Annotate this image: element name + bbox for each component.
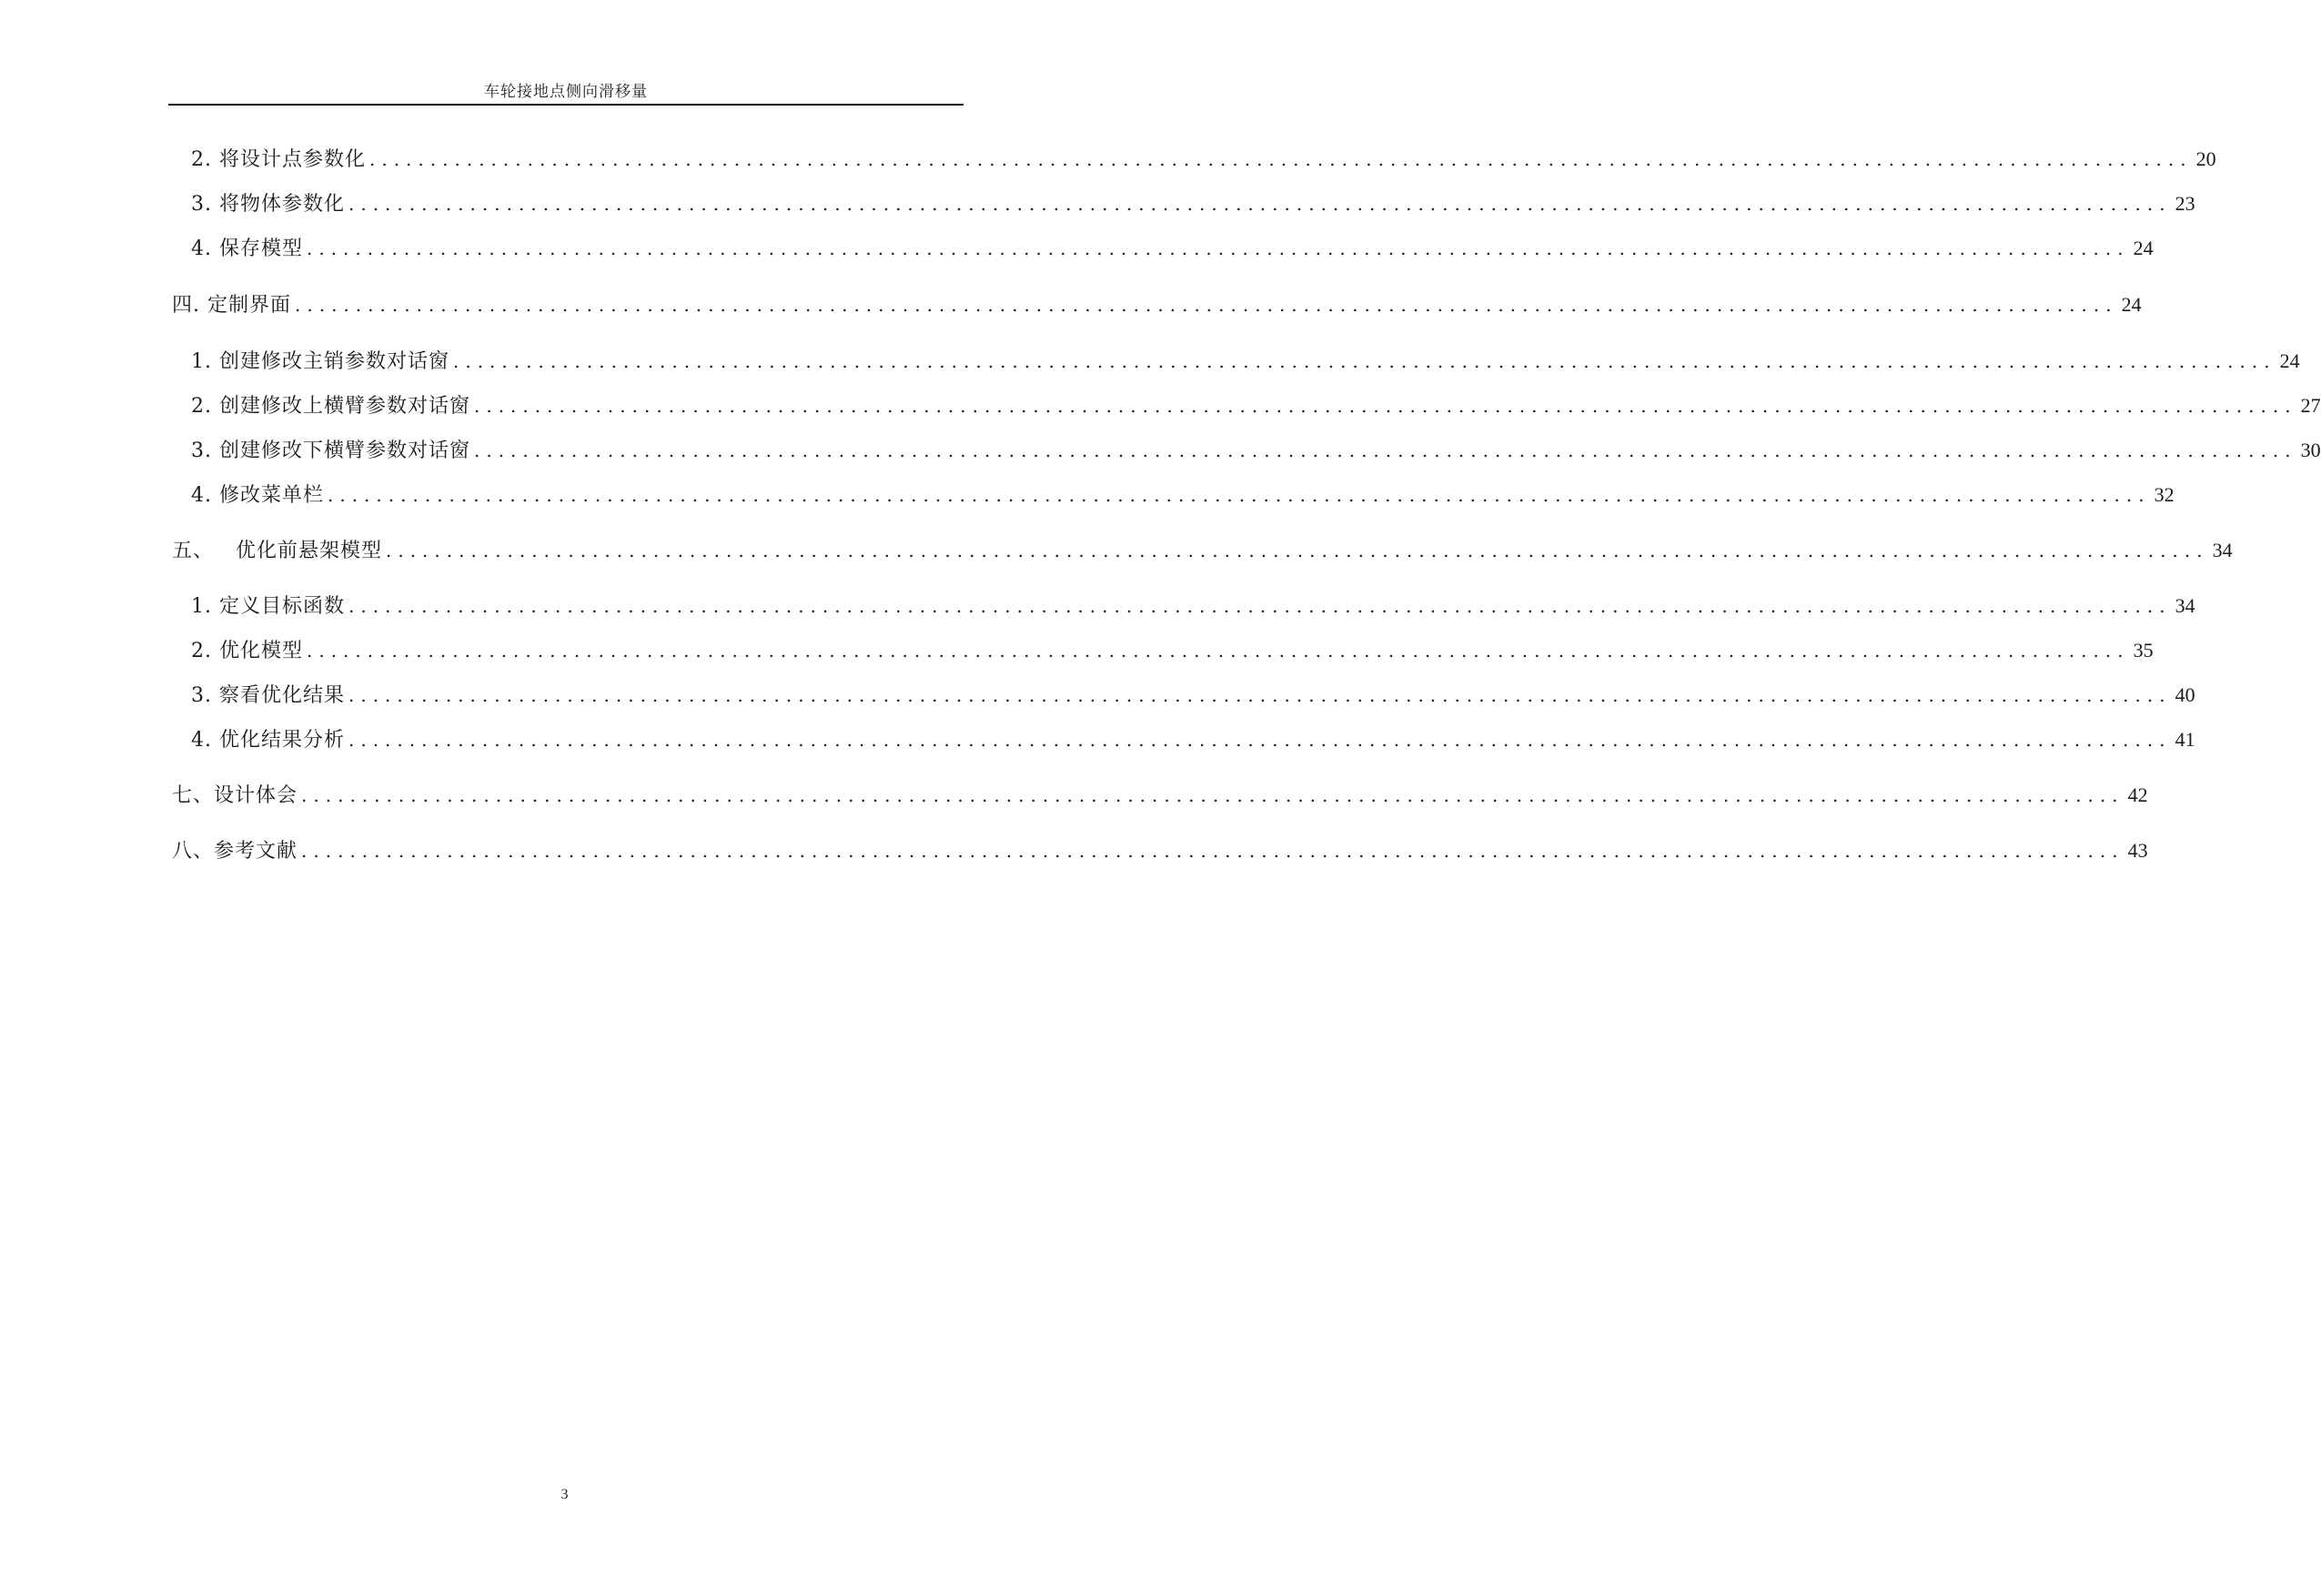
toc-dot-leader: ...................................................................................................................................................... (452, 350, 2276, 372)
toc-dot-leader: ...................................................................................................................................................... (301, 840, 2124, 862)
toc-dot-leader: ...................................................................................................................................................... (473, 439, 2297, 461)
toc-entry-label: 4. 修改菜单栏 (191, 484, 324, 507)
toc-entry-page: 32 (2154, 483, 2175, 506)
toc-dot-leader: ...................................................................................................................................................... (327, 484, 2151, 506)
toc-entry-label: 八、参考文献 (172, 840, 298, 863)
toc-entry-page: 23 (2175, 192, 2195, 215)
toc-entry-page: 34 (2212, 539, 2233, 561)
toc-entry-label: 4. 保存模型 (191, 237, 303, 260)
toc-entry-label: 1. 创建修改主销参数对话窗 (191, 350, 449, 373)
toc-dot-leader: ...................................................................................................................................................... (473, 395, 2297, 417)
toc-dot-leader: ...................................................................................................................................................... (368, 148, 2193, 170)
toc-dot-leader: ...................................................................................................................................................... (306, 640, 2130, 662)
toc-entry-parameterize-bodies[interactable] (191, 190, 2195, 218)
toc-entry-page: 42 (2127, 783, 2148, 806)
toc-entry-page: 24 (2133, 237, 2154, 259)
toc-entry-label: 3. 将物体参数化 (191, 193, 345, 216)
toc-dot-leader: ...................................................................................................................................................... (348, 684, 2172, 706)
toc-entry-label: 1. 定义目标函数 (191, 595, 345, 618)
toc-entry-page: 41 (2175, 728, 2195, 751)
toc-entry-objective-function[interactable] (191, 592, 2195, 621)
toc-entry-kingpin-dialog[interactable] (191, 348, 2300, 376)
toc-entry-page: 43 (2127, 839, 2148, 862)
toc-entry-label: 2. 将设计点参数化 (191, 148, 366, 171)
toc-dot-leader: ...................................................................................................................................................... (348, 729, 2172, 751)
toc-entry-label: 3. 创建修改下横臂参数对话窗 (191, 439, 470, 462)
toc-dot-leader: ...................................................................................................................................................... (348, 193, 2172, 215)
toc-entry-optimize-model[interactable] (191, 637, 2154, 665)
toc-entry-label: 七、设计体会 (172, 784, 298, 807)
toc-entry-save-model[interactable] (191, 235, 2154, 263)
toc-entry-page: 40 (2175, 683, 2195, 706)
page-number: 3 (560, 1487, 569, 1502)
toc-entry-results-analysis[interactable] (191, 726, 2195, 754)
toc-entry-lower-arm-dialog[interactable] (191, 437, 2321, 465)
toc-entry-page: 30 (2300, 439, 2321, 461)
toc-entry-page: 27 (2300, 394, 2321, 417)
toc-entry-page: 24 (2279, 349, 2300, 372)
running-header-title: 车轮接地点侧向滑移量 (484, 83, 648, 101)
toc-entry-view-results[interactable] (191, 682, 2195, 710)
toc-entry-page: 34 (2175, 594, 2195, 617)
toc-dot-leader: ...................................................................................................................................................... (295, 294, 2118, 316)
toc-entry-page: 24 (2121, 293, 2142, 316)
toc-entry-label: 四. 定制界面 (172, 294, 291, 317)
toc-dot-leader: ...................................................................................................................................................... (301, 784, 2124, 806)
toc-entry-label: 五、 优化前悬架模型 (172, 540, 382, 562)
toc-entry-label: 2. 创建修改上横臂参数对话窗 (191, 395, 470, 418)
toc-dot-leader: ...................................................................................................................................................... (306, 237, 2130, 259)
toc-entry-optimize-suspension[interactable] (172, 537, 2233, 565)
toc-entry-modify-menu-bar[interactable] (191, 481, 2175, 510)
toc-entry-page: 35 (2133, 639, 2154, 662)
toc-entry-parameterize-design-points[interactable] (191, 146, 2216, 174)
toc-entry-design-reflections[interactable] (172, 782, 2148, 810)
toc-entry-label: 3. 察看优化结果 (191, 684, 345, 707)
toc-entry-upper-arm-dialog[interactable] (191, 392, 2321, 420)
toc-entry-label: 2. 优化模型 (191, 640, 303, 662)
toc-entry-references[interactable] (172, 837, 2148, 865)
toc-dot-leader: ...................................................................................................................................................... (385, 540, 2209, 561)
toc-entry-label: 4. 优化结果分析 (191, 729, 345, 752)
toc-dot-leader: ...................................................................................................................................................... (348, 595, 2172, 617)
toc-entry-customize-interface[interactable] (172, 291, 2142, 319)
toc-entry-page: 20 (2195, 147, 2216, 170)
